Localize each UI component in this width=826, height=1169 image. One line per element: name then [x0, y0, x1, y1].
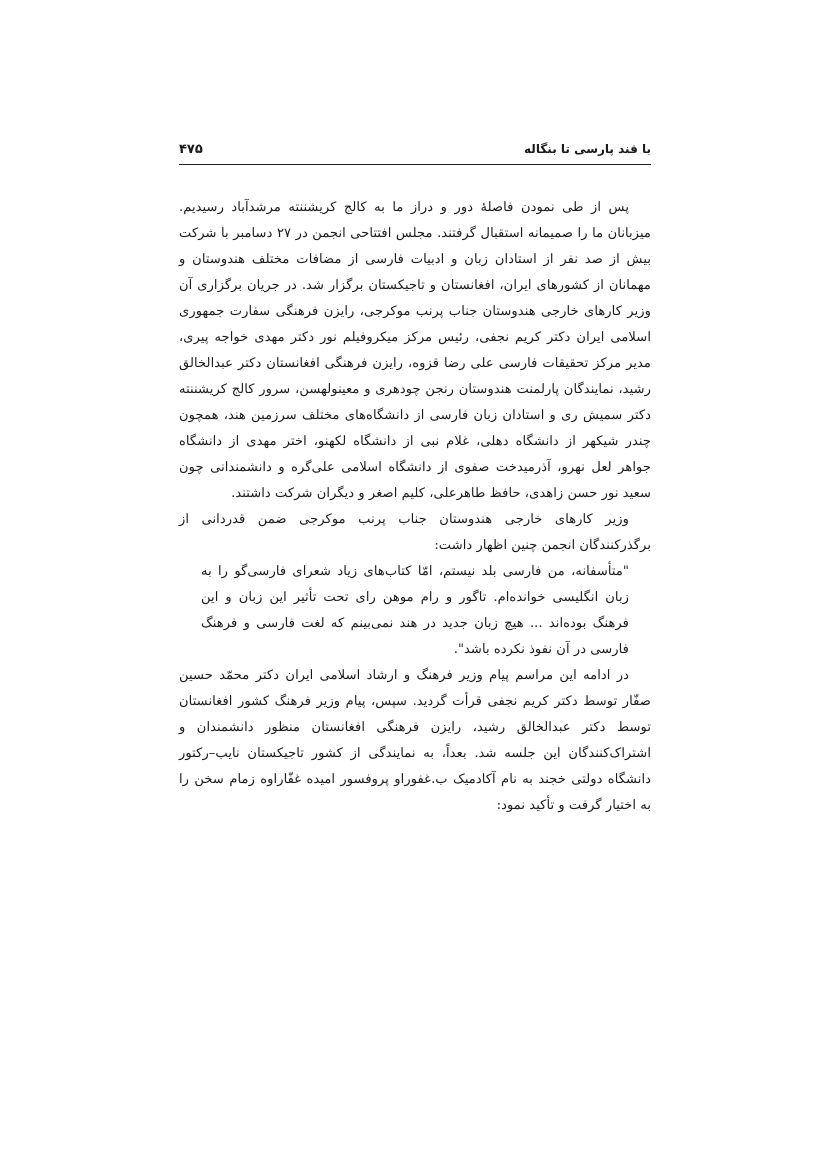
page-number: ۴۷۵	[179, 142, 203, 157]
paragraph-1: پس از طی نمودن فاصلهٔ دور و دراز ما به کالج کریشننته مرشدآباد رسیدیم. میزبانان ما را صمیمانه استقبال گرفتند. مجلس افتتاحی انجمن در ۲۷ دسامبر با شرکت بیش از صد نفر از استادان زبان و ادبیات فارسی از مضافات مختلف هندوستان و مهمانان از کشورهای ایران، افغانستان و تاجیکستان برگزار شد. در جریان برگزاری آن وزیر کارهای خارجی هندوستان جناب پرنب موکرجی، رایزن فرهنگی سفارت جمهوری اسلامی ایران دکتر کریم نجفی، رئیس مرکز میکروفیلم نور دکتر مهدی خواجه پیری، مدیر مرکز تحقیقات فارسی علی رضا قزوه، رایزن فرهنگی افغانستان دکتر عبدالخالق رشید، نمایندگان پارلمنت هندوستان رنجن چودهری و معینولهسن، سرور کالج کریشننته دکتر سمیش ری و استادان زبان فارسی از دانشگاه‌های مختلف سرزمین هند، همچون چندر شیکهر از دانشگاه دهلی، غلام نبی از دانشگاه لکهنو، اختر مهدی از دانشگاه جواهر لعل نهرو، آذرمیدخت صفوی از دانشگاه اسلامی علی‌گره و دانشمندانی چون سعید نور حسن زاهدی، حافظ طاهرعلی، کلیم اصغر و دیگران شرکت داشتند.	[179, 200, 652, 501]
body-text	[179, 195, 651, 819]
page-content	[179, 140, 651, 819]
running-header	[179, 140, 651, 165]
paragraph-2: وزیر کارهای خارجی هندوستان جناب پرنب موکرجی ضمن قدردانی از برگذرکنندگان انجمن چنین اظهار داشت:	[179, 512, 651, 553]
running-title: با قند پارسی تا بنگاله	[524, 142, 651, 156]
paragraph-3: در ادامه این مراسم پیام وزیر فرهنگ و ارشاد اسلامی ایران دکتر محمّد حسین صفّار توسط دکتر کریم نجفی قرأت گردید. سپس، پیام وزیر فرهنگ کشور افغانستان توسط دکتر عبدالخالق رشید، رایزن فرهنگی افغانستان منظور دانشمندان و اشتراک‌کنندگان این جلسه شد. بعداً، به نمایندگی از کشور تاجیکستان نایب–رکتور دانشگاه دولتی خجند به نام آکادمیک ب.غفوراو پروفسور امیده غفّاراوه زمام سخن را به اختیار گرفت و تأکید نمود:	[179, 668, 651, 813]
block-quote: "متأسفانه، من فارسی بلد نیستم، امّا کتاب‌های زیاد شعرای فارسی‌گو را به زبان انگلیسی خوانده‌ام. تاگور و رام موهن رای تحت تأثیر این زبان و این فرهنگ بوده‌اند ... هیچ زبان جدید در هند نمی‌بینم که لغت فارسی و فرهنگ فارسی در آن نفوذ نکرده باشد".	[201, 564, 629, 657]
